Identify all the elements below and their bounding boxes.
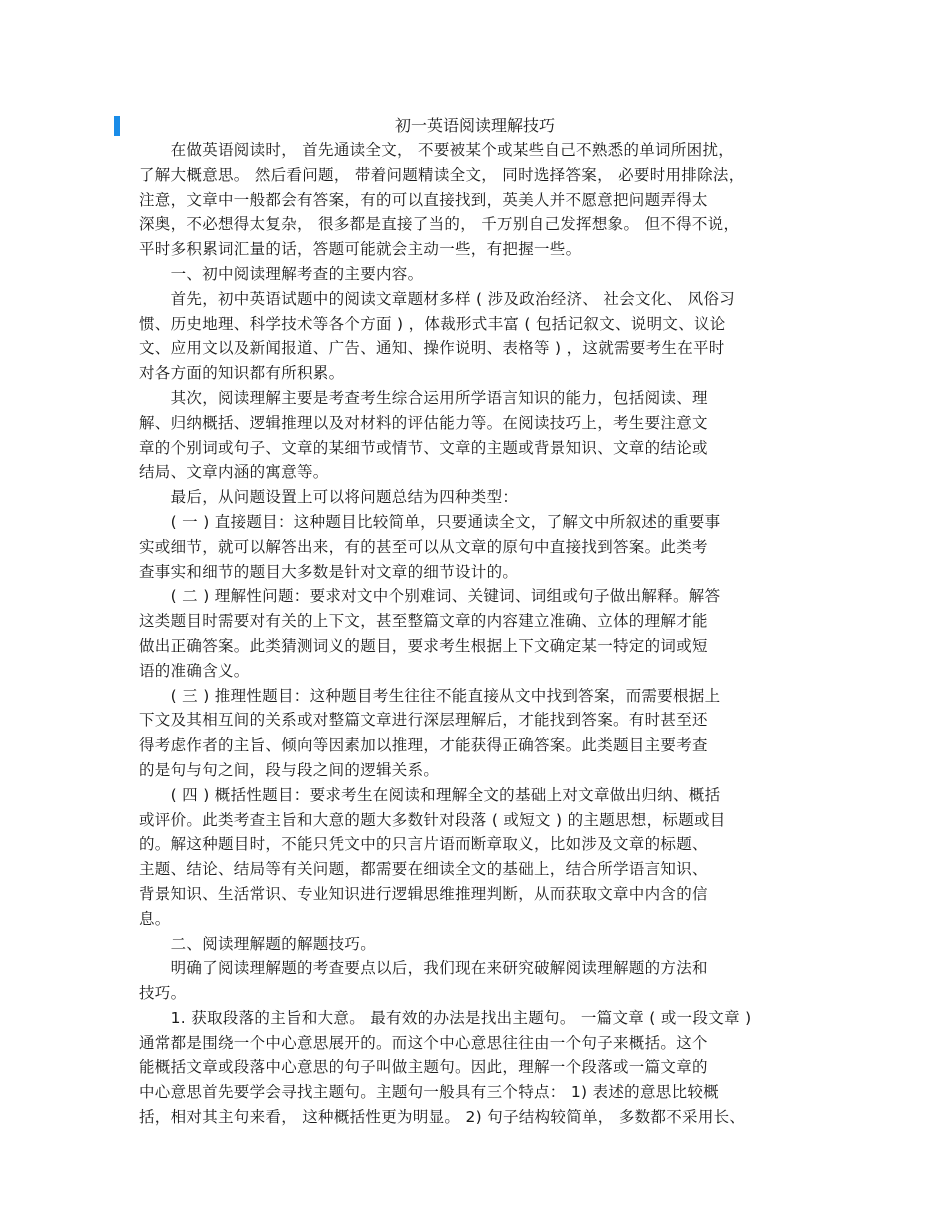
text-line: 结局、文章内涵的寓意等。 <box>139 463 329 482</box>
text-line: 主题、结论、结局等有关问题，都需要在细读全文的基础上，结合所学语言知识、 <box>139 860 708 879</box>
text-line: ( 一 ) 直接题目：这种题目比较简单，只要通读全文，了解文中所叙述的重要事 <box>139 512 721 531</box>
text-line: 的。解这种题目时，不能只凭文中的只言片语而断章取义，比如涉及文章的标题、 <box>139 835 708 854</box>
text-line: 息。 <box>139 909 171 928</box>
text-line: 其次，阅读理解主要是考查考生综合运用所学语言知识的能力，包括阅读、理 <box>139 388 708 407</box>
text-line: 得考虑作者的主旨、倾向等因素加以推理，才能获得正确答案。此类题目主要考查 <box>139 736 708 755</box>
text-line: 背景知识、生活常识、专业知识进行逻辑思维推理判断，从而获取文章中内含的信 <box>139 884 708 903</box>
text-line: 括，相对其主句来看， 这种概括性更为明显。 2) 句子结构较简单， 多数都不采用长、 <box>139 1108 746 1127</box>
text-line: 或评价。此类考查主旨和大意的题大多数针对段落 ( 或短文 ) 的主题思想，标题或目 <box>139 810 726 829</box>
text-line: 实或细节，就可以解答出来，有的甚至可以从文章的原句中直接找到答案。此类考 <box>139 537 708 556</box>
text-line: 这类题目时需要对有关的上下文，甚至整篇文章的内容建立准确、立体的理解才能 <box>139 612 708 631</box>
text-line: 二、阅读理解题的解题技巧。 <box>139 934 377 953</box>
text-line: 深奥，不必想得太复杂， 很多都是直接了当的， 千万别自己发挥想象。 但不得不说， <box>139 215 740 234</box>
text-line: 平时多积累词汇量的话，答题可能就会主动一些，有把握一些。 <box>139 240 582 259</box>
text-line: 了解大概意思。 然后看问题， 带着问题精读全文， 同时选择答案， 必要时用排除法， <box>139 165 745 184</box>
text-line: ( 二 ) 理解性问题：要求对文中个别难词、关键词、词组或句子做出解释。解答 <box>139 587 721 606</box>
text-line: 能概括文章或段落中心意思的句子叫做主题句。因此，理解一个段落或一篇文章的 <box>139 1058 708 1077</box>
text-line: 首先，初中英语试题中的阅读文章题材多样 ( 涉及政治经济、 社会文化、 风俗习 <box>139 289 736 308</box>
text-line: 解、归纳概括、逻辑推理以及对材料的评估能力等。在阅读技巧上，考生要注意文 <box>139 413 708 432</box>
text-line: 做出正确答案。此类猜测词义的题目，要求考生根据上下文确定某一特定的词或短 <box>139 636 708 655</box>
text-line: 1. 获取段落的主旨和大意。 最有效的办法是找出主题句。 一篇文章 ( 或一段文章 ) <box>139 1008 752 1027</box>
text-line: 下文及其相互间的关系或对整篇文章进行深层理解后，才能找到答案。有时甚至还 <box>139 711 708 730</box>
text-line: 在做英语阅读时， 首先通读全文， 不要被某个或某些自己不熟悉的单词所困扰， <box>139 141 735 159</box>
text-line: ( 三 ) 推理性题目：这种题目考生往往不能直接从文中找到答案，而需要根据上 <box>139 686 721 705</box>
text-line: 注意，文章中一般都会有答案，有的可以直接找到，英美人并不愿意把问题弄得太 <box>139 190 708 209</box>
text-line: 章的个别词或句子、文章的某细节或情节、文章的主题或背景知识、文章的结论或 <box>139 438 708 457</box>
text-line: 查事实和细节的题目大多数是针对文章的细节设计的。 <box>139 562 519 581</box>
text-line: 明确了阅读理解题的考查要点以后，我们现在来研究破解阅读理解题的方法和 <box>139 959 708 978</box>
text-line: 技巧。 <box>139 984 187 1003</box>
text-line: 的是句与句之间，段与段之间的逻辑关系。 <box>139 760 440 779</box>
text-line: 语的准确含义。 <box>139 661 250 680</box>
text-line: 最后，从问题设置上可以将问题总结为四种类型： <box>139 488 519 507</box>
document-title: 初一英语阅读理解技巧 <box>394 116 555 135</box>
text-line: 通常都是围绕一个中心意思展开的。而这个中心意思往往由一个句子来概括。这个 <box>139 1033 708 1052</box>
text-line: 对各方面的知识都有所积累。 <box>139 364 345 383</box>
text-line: ( 四 ) 概括性题目：要求考生在阅读和理解全文的基础上对文章做出归纳、概括 <box>139 785 721 804</box>
text-line: 文、应用文以及新闻报道、广告、通知、操作说明、表格等 ) ，这就需要考生在平时 <box>139 339 725 358</box>
text-line: 中心意思首先要学会寻找主题句。主题句一般具有三个特点： 1) 表述的意思比较概 <box>139 1083 719 1102</box>
text-line: 一、初中阅读理解考查的主要内容。 <box>139 264 424 283</box>
text-line: 惯、历史地理、科学技术等各个方面 ) ，体裁形式丰富 ( 包括记叙文、说明文、议论 <box>139 314 726 333</box>
document-body <box>139 138 819 1130</box>
